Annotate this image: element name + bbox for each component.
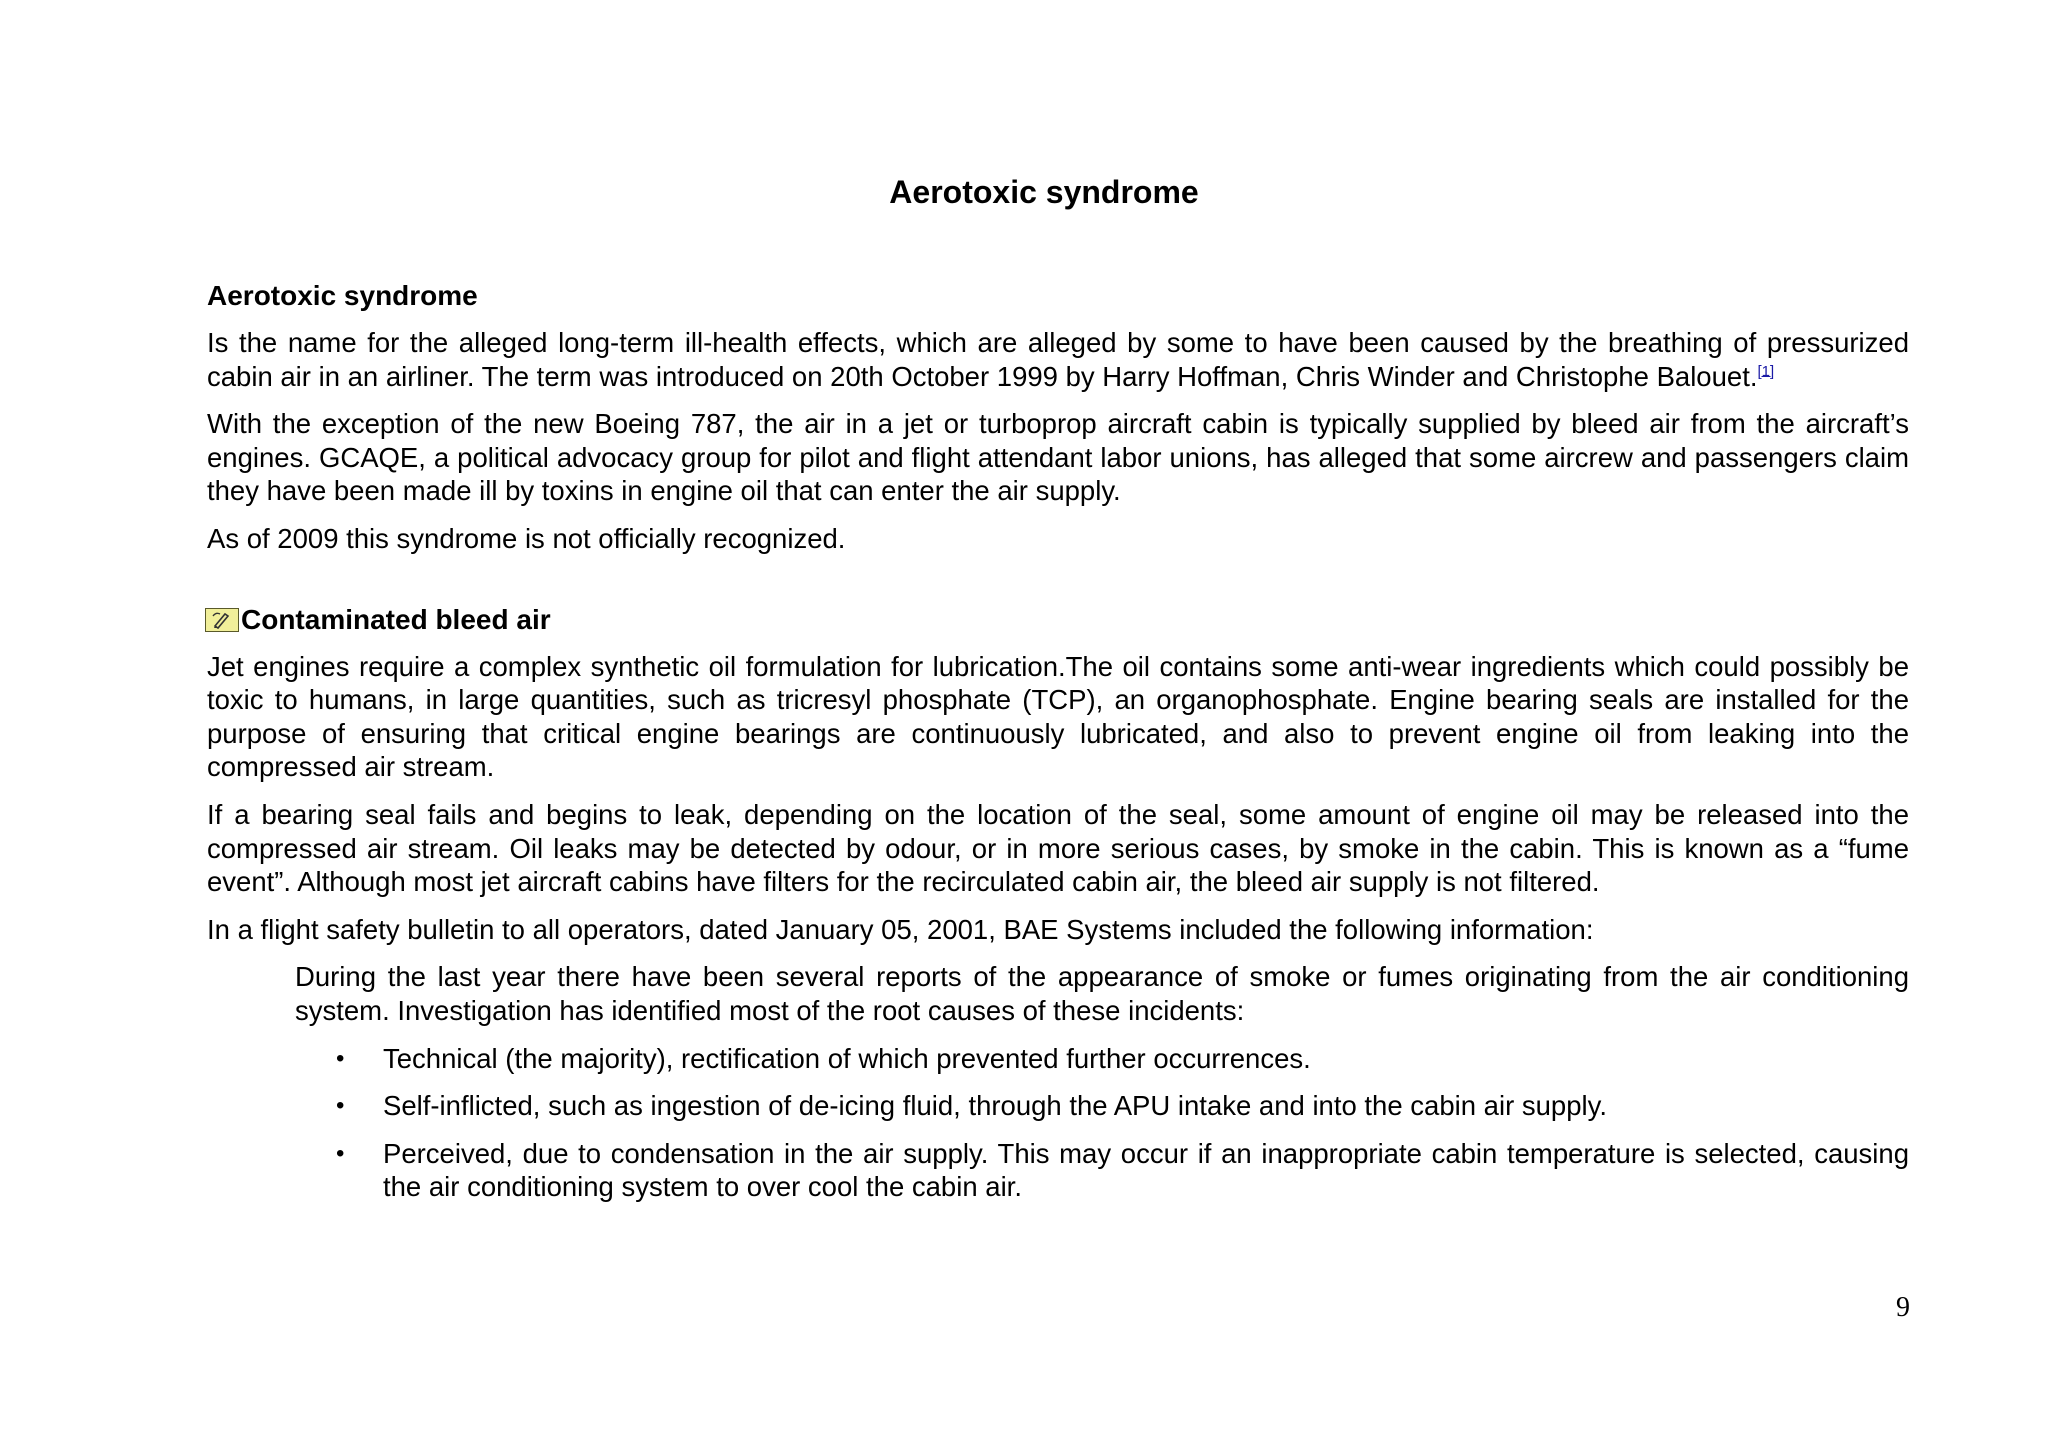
- document-title: Aerotoxic syndrome: [889, 174, 1199, 210]
- list-item-text: Perceived, due to condensation in the air supply. This may occur if an inappropriate cabin temperature is selected, causing the air conditioning system to over cool the cabin air.: [383, 1137, 1909, 1203]
- edit-icon[interactable]: [205, 608, 239, 632]
- paragraph-definition: [207, 326, 1909, 393]
- root-causes-list: [295, 1042, 1909, 1204]
- list-item: [295, 1137, 1909, 1204]
- bullet-icon: •: [336, 1139, 345, 1167]
- bulletin-quote: During the last year there have been several reports of the appearance of smoke or fumes originating from the air conditioning system. Investigation has identified most of the root causes of these incidents:: [295, 961, 1909, 1026]
- paragraph-bleed-air-supply: With the exception of the new Boeing 787, the air in a jet or turboprop aircraft cabin is typically supplied by bleed air from the aircraft’s engines. GCAQE, a political advocacy group for pilot and flight attendant labor unions, has alleged that some aircrew and passengers claim they have been made ill by toxins in engine oil that can enter the air supply.: [207, 408, 1909, 507]
- bullet-icon: •: [336, 1044, 345, 1072]
- section-heading-text: Contaminated bleed air: [241, 603, 551, 635]
- definition-text: Is the name for the alleged long-term ill-health effects, which are alleged by some to have been caused by the breathing of pressurized cabin air in an airliner. The term was introduced on 20th October 1999 by Harry Hoffman, Chris Winder and Christophe Balouet.: [207, 327, 1909, 392]
- section-heading-contaminated-bleed-air: [207, 602, 1909, 638]
- list-item-text: Self-inflicted, such as ingestion of de-icing fluid, through the APU intake and into the cabin air supply.: [383, 1090, 1607, 1122]
- paragraph-bearing-seal: If a bearing seal fails and begins to leak, depending on the location of the seal, some amount of engine oil may be released into the compressed air stream. Oil leaks may be detected by odour, or in more serious cases, by smoke in the cabin. This is known as a “fume event”. Although most jet aircraft cabins have filters for the recirculated cabin air, the bleed air supply is not filtered.: [207, 798, 1909, 898]
- list-item: [295, 1089, 1909, 1123]
- bullet-icon: •: [336, 1092, 345, 1120]
- paragraph-bae-bulletin-intro: In a flight safety bulletin to all operators, dated January 05, 2001, BAE Systems included the following information:: [207, 913, 1594, 945]
- page-number: 9: [1896, 1292, 1910, 1323]
- paragraph-recognition-status: As of 2009 this syndrome is not officially recognized.: [207, 522, 846, 554]
- footnote-reference-link[interactable]: [1]: [1757, 362, 1775, 380]
- section-heading-aerotoxic: Aerotoxic syndrome: [207, 280, 478, 311]
- document-body: [207, 278, 1909, 1218]
- list-item: [295, 1042, 1909, 1076]
- paragraph-synthetic-oil: Jet engines require a complex synthetic oil formulation for lubrication.The oil contains some anti-wear ingredients which could possibly be toxic to humans, in large quantities, such as tricresyl phosphate (TCP), an organophosphate. Engine bearing seals are installed for the purpose of ensuring that critical engine bearings are continuously lubricated, and also to prevent engine oil from leaking into the compressed air stream.: [207, 650, 1909, 783]
- list-item-text: Technical (the majority), rectification of which prevented further occurrences.: [383, 1042, 1311, 1074]
